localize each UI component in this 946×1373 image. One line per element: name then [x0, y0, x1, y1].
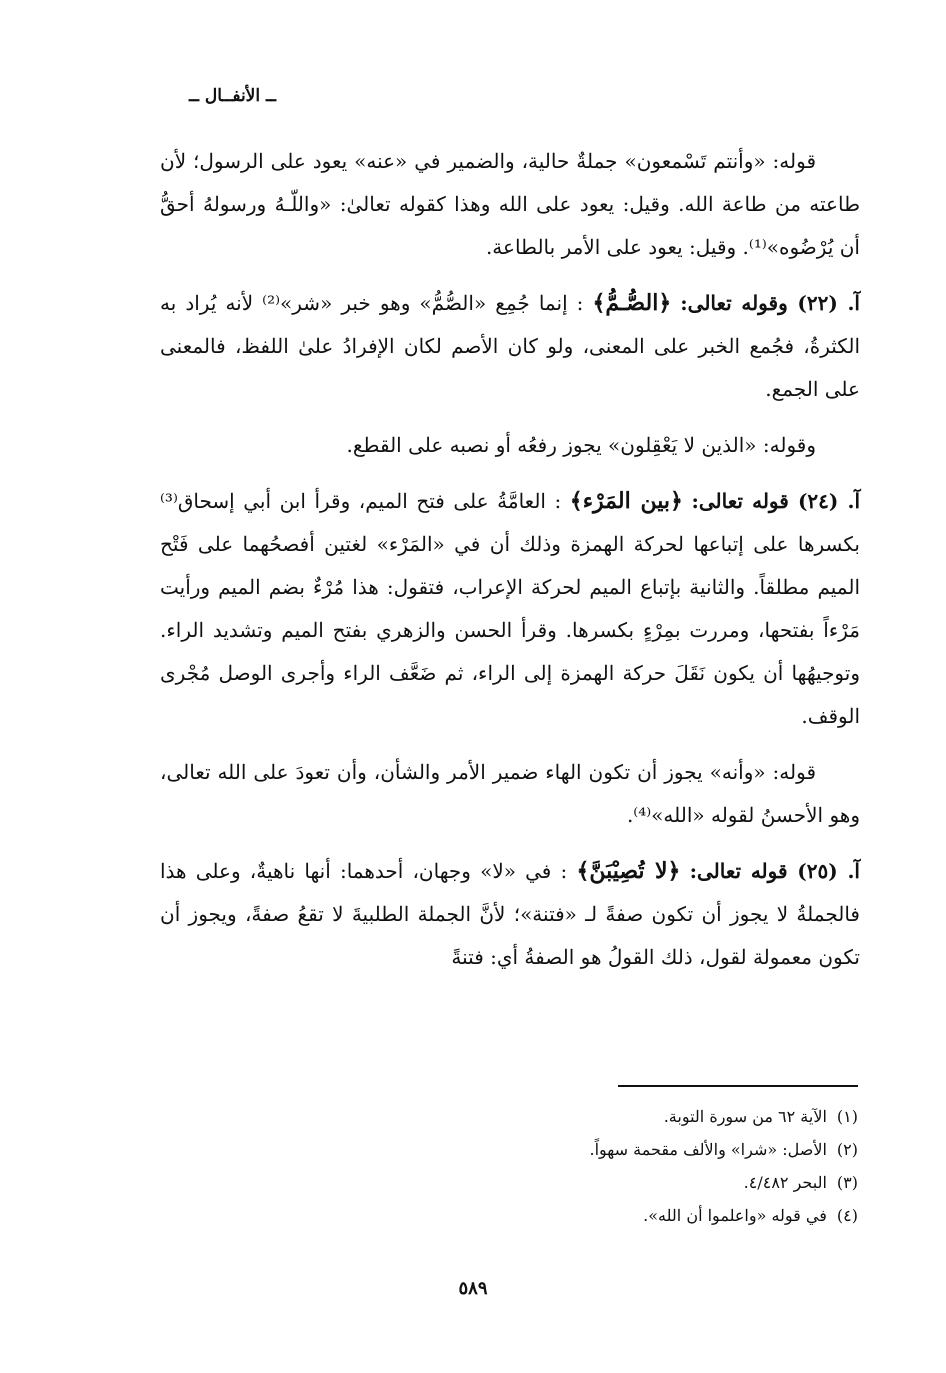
verse-quote: ﴿بين المَرْء﴾ [569, 488, 683, 514]
footnote-text: في قوله «واعلموا أن الله». [643, 1206, 827, 1225]
footnote-number: (٢) [836, 1140, 858, 1159]
paragraph-3 [160, 424, 860, 467]
footnote-divider [618, 1085, 858, 1087]
body-text [160, 140, 860, 992]
footnote-item [298, 1166, 858, 1199]
verse-quote: ﴿الصُّـمُّ﴾ [592, 290, 672, 316]
paragraph-verse-22 [160, 282, 860, 411]
paragraph-text: : إنما جُمِع «الصُّمُّ» وهو خبر «شر»⁽²⁾ لأنه يُراد به الكثرةُ، فجُمع الخبر على المعنى، ولو كان الأصم لكان الإفرادُ علىٰ اللفظ، فالمعنى على الجمع. [160, 291, 860, 401]
verse-quote: ﴿لا تُصِيْبَنَّ﴾ [576, 858, 681, 884]
paragraph-verse-25 [160, 850, 860, 979]
paragraph-1 [160, 140, 860, 269]
page-number: ٥٨٩ [458, 1278, 488, 1299]
verse-reference: آ. (٢٢) وقوله تعالى: [680, 291, 860, 315]
verse-reference: آ. (٢٤) قوله تعالى: [691, 489, 861, 513]
footnote-item [298, 1199, 858, 1232]
footnote-number: (٤) [836, 1206, 858, 1225]
footnote-text: البحر ٤/٤٨٢. [743, 1173, 827, 1192]
paragraph-text: قوله: «وأنتم تَسْمعون» جملةٌ حالية، والضمير في «عنه» يعود على الرسول؛ لأن طاعته من طاعة الله. وقيل: يعود على الله وهذا كقوله تعالىٰ: «واللّـهُ ورسولهُ أحقُّ أن يُرْضُوه»⁽¹⁾. وقيل: يعود على الأمر بالطاعة. [160, 149, 860, 259]
footnote-number: (١) [836, 1107, 858, 1126]
footnote-text: الآية ٦٢ من سورة التوبة. [663, 1107, 827, 1126]
footnote-item [298, 1100, 858, 1133]
footnote-number: (٣) [836, 1173, 858, 1192]
footnotes-list [298, 1100, 858, 1232]
paragraph-verse-24 [160, 480, 860, 738]
paragraph-text: وقوله: «الذين لا يَعْقِلون» يجوز رفعُه أو نصبه على القطع. [346, 433, 816, 457]
paragraph-5 [160, 751, 860, 837]
verse-reference: آ. (٢٥) قوله تعالى: [689, 859, 860, 883]
paragraph-text: قوله: «وأنه» يجوز أن تكون الهاء ضمير الأمر والشأن، وأن تعودَ على الله تعالى، وهو الأحسنُ لقوله «الله»⁽⁴⁾. [160, 760, 860, 827]
paragraph-text: : في «لا» وجهان، أحدهما: أنها ناهيةٌ، وعلى هذا فالجملةُ لا يجوز أن تكون صفةً لـ «فتنة»؛ لأنَّ الجملة الطلبيةَ لا تقعُ صفةً، ويجوز أن تكون معمولة لقول، ذلك القولُ هو الصفةُ أي: فتنةً [160, 859, 860, 969]
running-head: ــ الأنفــال ــ [188, 86, 276, 106]
footnote-item [298, 1133, 858, 1166]
footnote-text: الأصل: «شرا» والألف مقحمة سهواً. [589, 1140, 827, 1159]
paragraph-text: : العامَّةُ على فتح الميم، وقرأ ابن أبي إسحاق⁽³⁾ بكسرها على إتباعها لحركة الهمزة وذلك أن في «المَرْء» لغتين أفصحُهما على فَتْح الميم مطلقاً. والثانية بإتباع الميم لحركة الإعراب، فتقول: هذا مُرْءٌ بضم الميم ورأيت مَرْءاً بفتحها، ومررت بمِرْءٍ بكسرها. وقرأ الحسن والزهري بفتح الميم وتشديد الراء. وتوجيهُها أن يكون نَقَلَ حركة الهمزة إلى الراء، ثم ضَعَّف الراء وأجرى الوصل مُجْرى الوقف. [160, 489, 860, 728]
